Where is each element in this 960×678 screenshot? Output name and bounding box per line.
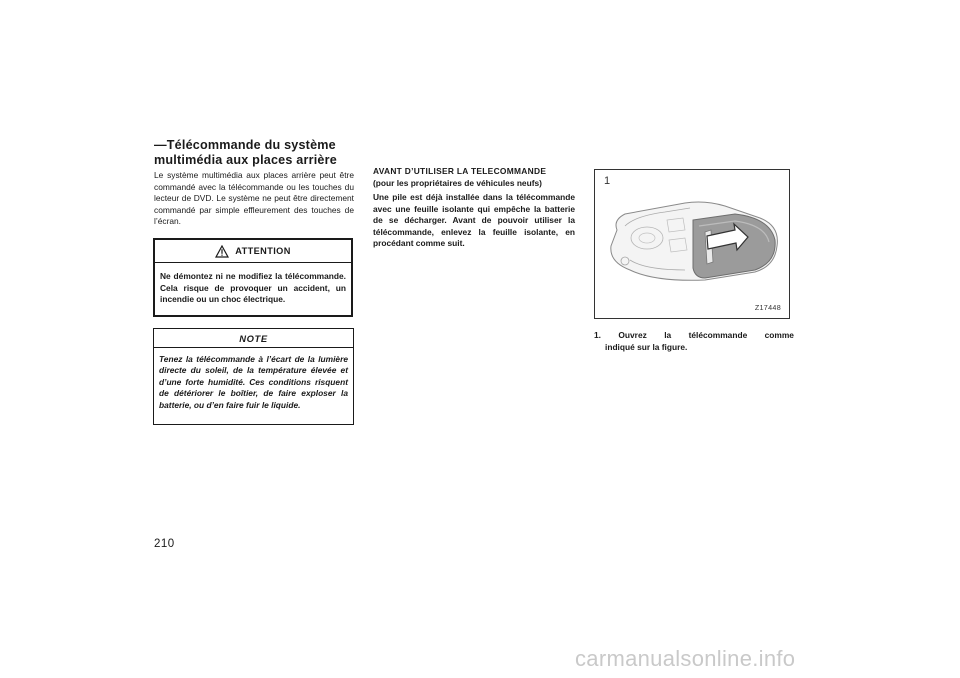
attention-header — [155, 240, 351, 263]
note-text: Tenez la télécommande à l’écart de la lumière directe du soleil, de la température élevée et d’une forte humidité. Ces conditions risquent de détériorer le boîtier, de faire exploser la batterie, ou d’en faire fuir le liquide. — [159, 354, 348, 410]
section-title-line1: —Télécommande du système — [154, 138, 336, 152]
before-use-paragraph: Une pile est déjà installée dans la télécommande avec une feuille isolante qui empêche la batterie de se décharger. Avant de pouvoir utiliser la télécommande, enlevez la feuille isolante, en procédant comme suit. — [373, 192, 575, 249]
step-1-word1: Ouvrez — [618, 330, 647, 340]
step-1-line1 — [594, 330, 794, 342]
intro-paragraph: Le système multimédia aux places arrière peut être commandé avec la télécommande ou les touches du lecteur de DVD. Le système ne peut être directement commandé par simple effleurement des touches de l’écran. — [154, 170, 354, 227]
step-1-line2: indiqué sur la figure. — [605, 341, 688, 352]
note-heading: NOTE — [239, 332, 268, 344]
page-number: 210 — [154, 538, 175, 550]
step-1 — [594, 330, 794, 353]
note-header — [154, 329, 353, 348]
warning-triangle-icon — [215, 245, 229, 258]
before-use-heading-block — [373, 166, 578, 189]
note-box — [153, 328, 354, 425]
before-use-heading: AVANT D’UTILISER LA TELECOMMANDE — [373, 166, 547, 176]
figure-number: 1 — [604, 175, 611, 187]
attention-text: Ne démontez ni ne modifiez la télécommande. Cela risque de provoquer un accident, un incendie ou un choc électrique. — [160, 271, 346, 305]
step-1-word4: comme — [764, 330, 794, 340]
attention-box — [153, 238, 353, 317]
step-1-number: 1. — [594, 330, 601, 340]
remote-control-illustration — [595, 170, 790, 319]
section-title-line2: multimédia aux places arrière — [154, 153, 337, 167]
attention-heading: ATTENTION — [235, 246, 291, 256]
step-1-word2: la — [664, 330, 672, 340]
step-1-word3: télécommande — [688, 330, 748, 340]
figure-code: Z17448 — [754, 303, 781, 312]
before-use-subheading: (pour les propriétaires de véhicules neufs) — [373, 177, 542, 188]
watermark-link[interactable]: carmanualsonline.info — [575, 646, 796, 671]
remote-control-figure — [594, 169, 790, 319]
section-title — [154, 138, 374, 168]
